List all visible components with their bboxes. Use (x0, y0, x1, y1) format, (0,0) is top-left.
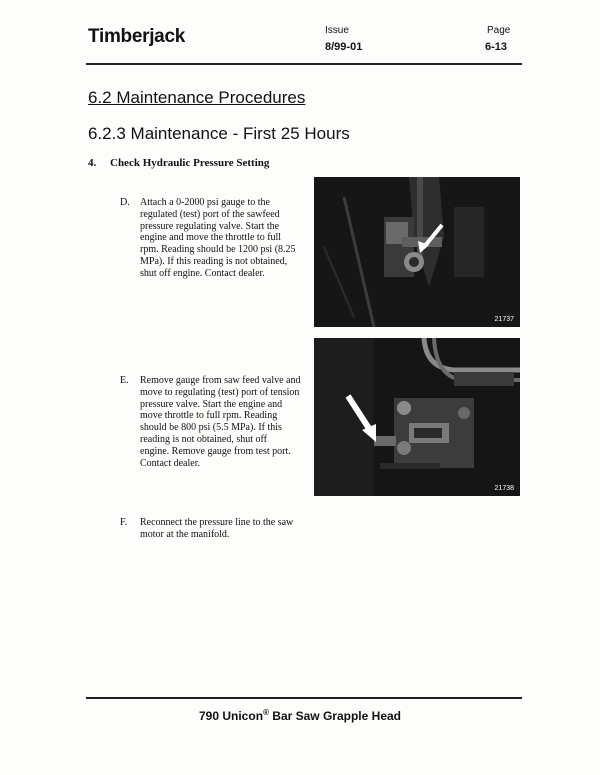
header-divider (86, 63, 522, 65)
item-letter: E. (120, 375, 129, 386)
step-number: 4. (88, 157, 97, 169)
item-line: Attach a 0-2000 psi gauge to the (140, 197, 270, 208)
footer-subtitle: Bar Saw Grapple Head (272, 709, 401, 723)
item-line: Contact dealer. (140, 457, 200, 469)
item-line: reading is not obtained, shut off (140, 433, 268, 445)
footer-model: 790 Unicon (199, 709, 264, 723)
instruction-item-f (120, 517, 294, 541)
instruction-item-d (120, 197, 296, 280)
item-line: MPa). If this reading is not obtained, (140, 255, 288, 267)
subsection-title: 6.2.3 Maintenance - First 25 Hours (88, 124, 350, 143)
item-line: pressure valve. Start the engine and (140, 398, 283, 410)
photo-illustration (314, 338, 520, 496)
figure-number: 21737 (494, 316, 514, 323)
item-line: engine. Remove gauge from test port. (140, 445, 291, 457)
brand-logo: Timberjack (88, 26, 185, 47)
item-line: should be 800 psi (5.5 MPa). If this (140, 422, 282, 434)
page-number: 6-13 (485, 41, 508, 53)
issue-label: Issue (325, 25, 349, 36)
item-line: pressure regulating valve. Start the (140, 220, 280, 232)
item-line: move throttle to full rpm. Reading (140, 410, 278, 422)
photo-illustration (314, 177, 520, 327)
item-line: shut off engine. Contact dealer. (140, 267, 265, 279)
photo-gauge-sawfeed-valve (314, 177, 520, 327)
photo-tension-pressure-valve (314, 338, 520, 496)
instruction-item-e (120, 375, 301, 469)
footer-divider (86, 697, 522, 699)
item-line: Remove gauge from saw feed valve and (140, 375, 301, 386)
step-heading (88, 157, 269, 169)
footer-title (0, 708, 600, 723)
item-line: Reconnect the pressure line to the saw (140, 517, 294, 528)
step-title: Check Hydraulic Pressure Setting (110, 157, 270, 169)
item-line: motor at the manifold. (140, 528, 230, 540)
issue-value: 8/99-01 (325, 41, 363, 53)
item-line: move to regulating (test) port of tension (140, 386, 300, 398)
page-label: Page (487, 25, 511, 36)
registered-mark: ® (263, 708, 269, 717)
section-title: 6.2 Maintenance Procedures (88, 88, 306, 107)
item-letter: D. (120, 197, 130, 208)
item-letter: F. (120, 517, 128, 528)
item-line: regulated (test) port of the sawfeed (140, 208, 280, 220)
item-line: rpm. Reading should be 1200 psi (8.25 (140, 244, 296, 256)
figure-number: 21738 (494, 485, 514, 492)
item-line: engine and move the throttle to full (140, 232, 282, 244)
